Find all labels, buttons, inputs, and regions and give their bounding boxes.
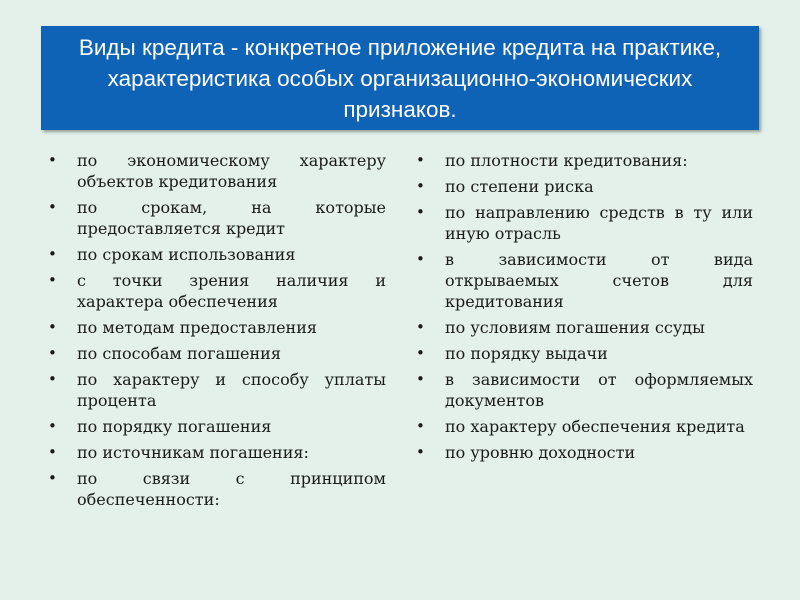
bullet-icon: • — [48, 318, 57, 336]
bullet-icon: • — [48, 370, 57, 388]
list-item — [48, 416, 386, 437]
bullet-icon: • — [416, 177, 425, 195]
bullet-icon: • — [416, 417, 425, 435]
list-item — [416, 369, 753, 411]
list-item-text: по плотности кредитования: — [445, 151, 688, 170]
list-item — [416, 343, 753, 364]
list-item-text: по источникам погашения: — [77, 443, 309, 462]
list-item-text: в зависимости от оформляемых документов — [445, 370, 753, 410]
title-banner — [41, 26, 759, 130]
bullet-icon: • — [48, 417, 57, 435]
bullet-icon: • — [416, 250, 425, 268]
list-item — [48, 150, 386, 192]
list-item — [48, 270, 386, 312]
list-item-text: по направлению средств в ту или иную отрасль — [445, 203, 753, 243]
list-item — [48, 442, 386, 463]
list-item — [48, 197, 386, 239]
bullet-icon: • — [48, 344, 57, 362]
list-item-text: по порядку погашения — [77, 417, 272, 436]
list-item — [416, 249, 753, 312]
list-item-text: с точки зрения наличия и характера обеспечения — [77, 271, 386, 311]
bullet-icon: • — [48, 271, 57, 289]
bullet-icon: • — [48, 469, 57, 487]
list-item-text: по уровню доходности — [445, 443, 636, 462]
list-item-text: по методам предоставления — [77, 318, 317, 337]
bullet-icon: • — [416, 344, 425, 362]
list-item — [416, 442, 753, 463]
list-item-text: по порядку выдачи — [445, 344, 608, 363]
list-item-text: в зависимости от вида открываемых счетов для кредитования — [445, 250, 753, 311]
bullet-icon: • — [416, 370, 425, 388]
left-bullet-list — [48, 150, 386, 515]
list-item-text: по условиям погашения ссуды — [445, 318, 705, 337]
list-item — [416, 317, 753, 338]
bullet-icon: • — [416, 151, 425, 169]
list-item-text: по срокам использования — [77, 245, 296, 264]
right-bullet-list — [416, 150, 753, 468]
bullet-icon: • — [416, 443, 425, 461]
list-item — [48, 369, 386, 411]
list-item — [416, 150, 753, 171]
list-item-text: по степени риска — [445, 177, 594, 196]
list-item-text: по экономическому характеру объектов кредитования — [77, 151, 386, 191]
bullet-icon: • — [48, 245, 57, 263]
list-item — [48, 343, 386, 364]
bullet-icon: • — [416, 203, 425, 221]
bullet-icon: • — [48, 151, 57, 169]
bullet-icon: • — [416, 318, 425, 336]
list-item-text: по срокам, на которые предоставляется кредит — [77, 198, 386, 238]
list-item — [48, 317, 386, 338]
list-item — [416, 176, 753, 197]
list-item — [416, 416, 753, 437]
list-item — [48, 468, 386, 510]
list-item — [416, 202, 753, 244]
bullet-icon: • — [48, 198, 57, 216]
bullet-icon: • — [48, 443, 57, 461]
list-item-text: по характеру обеспечения кредита — [445, 417, 745, 436]
list-item-text: по способам погашения — [77, 344, 281, 363]
list-item-text: по связи с принципом обеспеченности: — [77, 469, 386, 509]
slide-title: Виды кредита - конкретное приложение кредита на практике, характеристика особых организационно-экономических признаков. — [78, 34, 722, 122]
list-item — [48, 244, 386, 265]
list-item-text: по характеру и способу уплаты процента — [77, 370, 386, 410]
